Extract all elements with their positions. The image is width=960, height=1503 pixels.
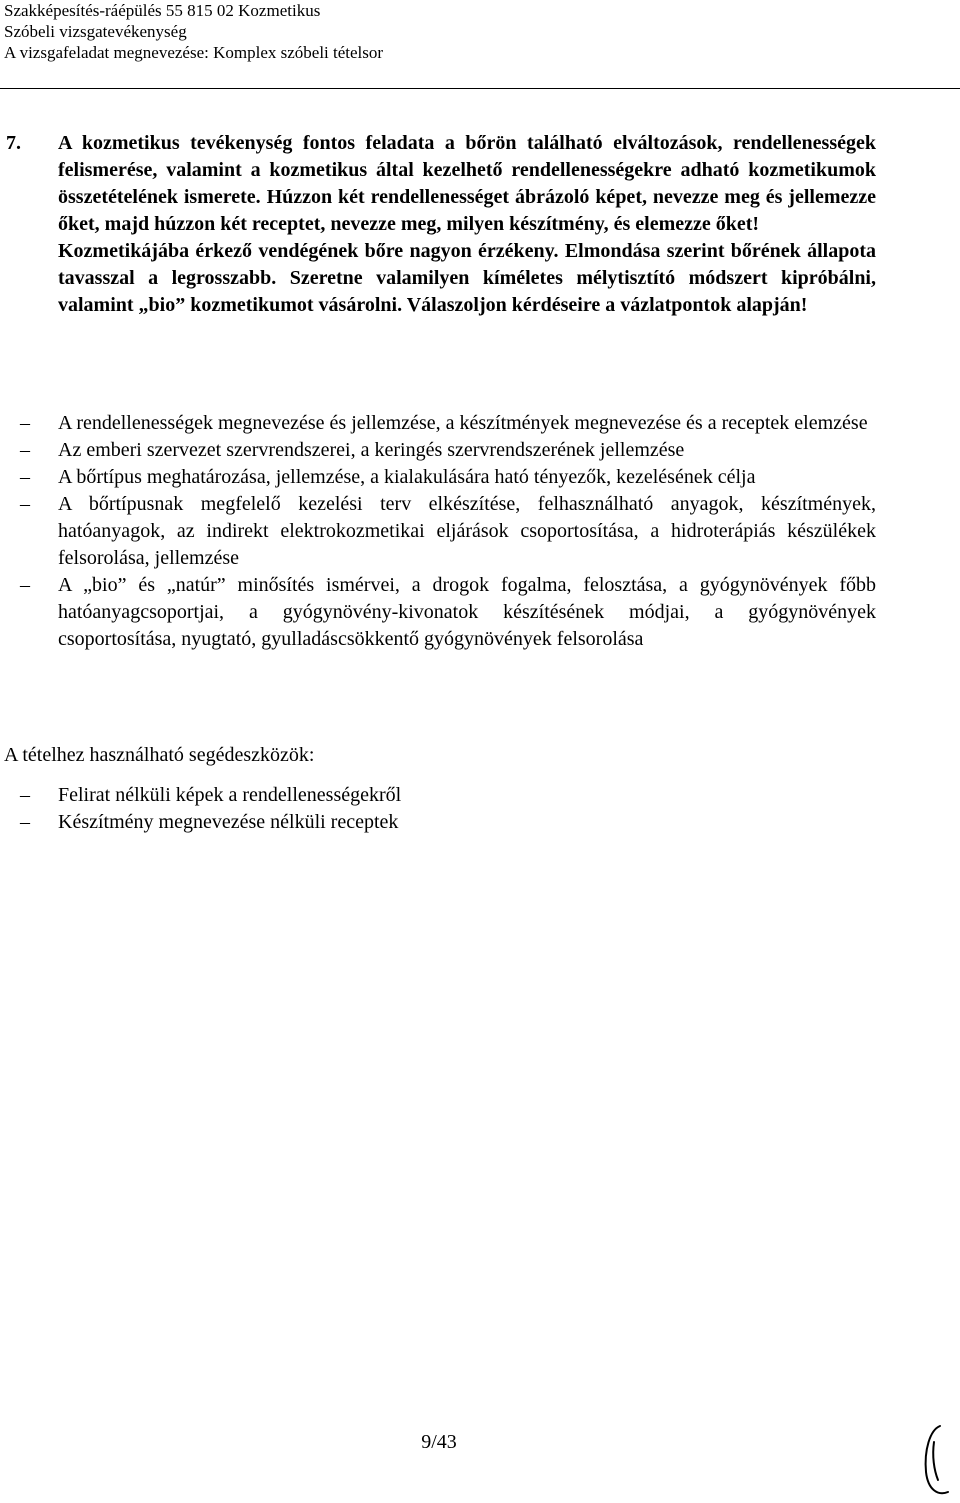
question-body — [58, 130, 876, 319]
question-block — [6, 130, 876, 319]
header-qualification: Szakképesítés-ráépülés 55 815 02 Kozmetikus — [4, 1, 321, 20]
header-divider — [0, 88, 960, 89]
outline-item-text: A „bio” és „natúr” minősítés ismérvei, a drogok fogalma, felosztása, a gyógynövények főbb hatóanyagcsoportjai, a gyógynövény-kivonatok készítésének módjai, a gyógynövények csoportosítása, nyugtató, gyulladáscsökkentő gyógynövények felsorolása — [58, 574, 876, 650]
document-header — [4, 0, 383, 63]
question-paragraph-scenario: Kozmetikájába érkező vendégének bőre nagyon érzékeny. Elmondása szerint bőrének állapota tavasszal a legrosszabb. Szeretne valamilyen kíméletes mélytisztító módszert kipróbálni, valamint „bio” kozmetikumot vásárolni. Válaszoljon kérdéseire a vázlatpontok alapján! — [58, 240, 876, 316]
dash-bullet: – — [20, 493, 30, 515]
tools-list — [20, 782, 876, 836]
dash-bullet: – — [20, 466, 30, 488]
dash-bullet: – — [20, 574, 30, 596]
outline-item — [20, 410, 876, 437]
outline-item-text: A rendellenességek megnevezése és jellemzése, a készítmények megnevezése és a receptek elemzése — [58, 412, 868, 434]
outline-item — [20, 572, 876, 653]
outline-points — [20, 410, 876, 653]
outline-item-text: A bőrtípusnak megfelelő kezelési terv elkészítése, felhasználható anyagok, készítmények, hatóanyagok, az indirekt elektrokozmetikai eljárások csoportosítása, a hidroterápiás készülékek felsorolása, jellemzése — [58, 493, 876, 569]
signature-mark — [920, 1420, 954, 1500]
dash-bullet: – — [20, 412, 30, 434]
tools-item-text: Felirat nélküli képek a rendellenességekről — [58, 784, 402, 806]
page-number: 9/43 — [421, 1431, 457, 1453]
outline-item — [20, 491, 876, 572]
outline-item-text: A bőrtípus meghatározása, jellemzése, a kialakulására ható tényezők, kezelésének célja — [58, 466, 756, 488]
outline-item-text: Az emberi szervezet szervrendszerei, a keringés szervrendszerének jellemzése — [58, 439, 685, 461]
dash-bullet: – — [20, 784, 30, 806]
question-paragraph-task: A kozmetikus tevékenység fontos feladata a bőrön található elváltozások, rendellenességek felismerése, valamint a kozmetikus által kezelhető rendellenességekre adható kozmetikumok összetételének ismerete. Húzzon két rendellenességet ábrázoló képet, nevezze meg és jellemezze őket, majd húzzon két receptet, nevezze meg, milyen készítmény, és elemezze őket! — [58, 132, 876, 235]
header-exam-activity: Szóbeli vizsgatevékenység — [4, 22, 187, 41]
tools-item — [20, 782, 876, 809]
outline-item — [20, 437, 876, 464]
tools-heading: A tételhez használható segédeszközök: — [4, 744, 315, 766]
outline-item — [20, 464, 876, 491]
question-number: 7. — [6, 132, 21, 154]
tools-item-text: Készítmény megnevezése nélküli receptek — [58, 811, 399, 833]
dash-bullet: – — [20, 811, 30, 833]
tools-item — [20, 809, 876, 836]
header-task-name: A vizsgafeladat megnevezése: Komplex szóbeli tételsor — [4, 43, 384, 62]
dash-bullet: – — [20, 439, 30, 461]
